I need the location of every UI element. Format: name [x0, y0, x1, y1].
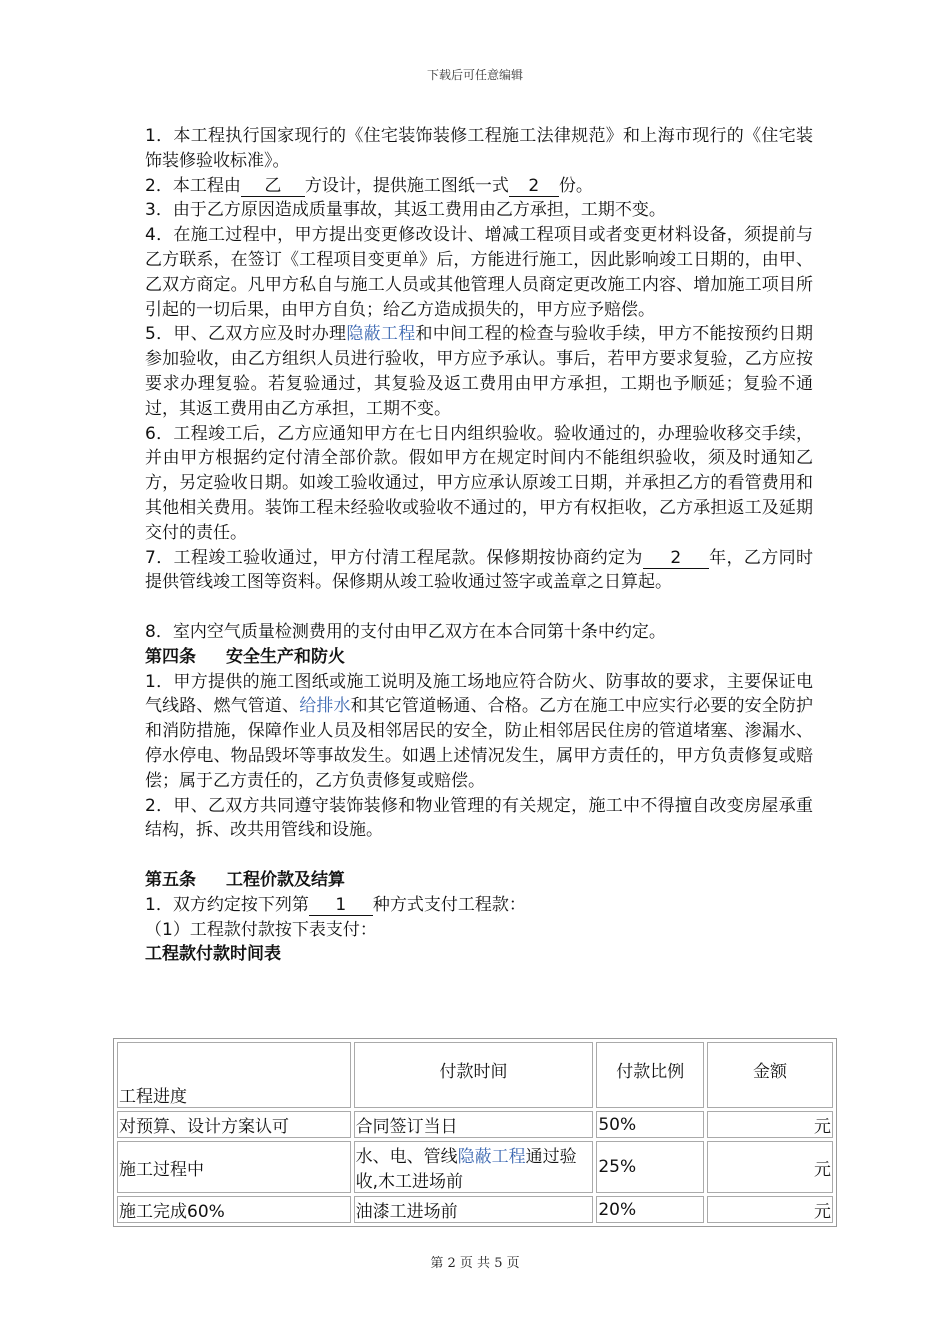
clause-4-2: 2．甲、乙双方共同遵守装饰装修和物业管理的有关规定，施工中不得擅自改变房屋承重结构，拆、改共用管线和设施。 [145, 795, 813, 841]
clause-text: 份。 [558, 175, 593, 196]
clause-5-1-1: （1）工程款付款按下表支付： [145, 919, 377, 940]
header-amount: 金额 [707, 1042, 833, 1108]
cell-stage: 对预算、设计方案认可 [117, 1111, 351, 1138]
hidden-works-link[interactable]: 隐蔽工程 [346, 324, 416, 345]
clause-3-8: 8．室内空气质量检测费用的支付由甲乙双方在本合同第十条中约定。 [145, 621, 666, 642]
article-4-heading [145, 645, 813, 670]
clause-4-1 [145, 670, 813, 794]
clause-3-6: 6．工程竣工后，乙方应通知甲方在七日内组织验收。验收通过的，办理验收移交手续，并由甲方根据约定付清全部价款。假如甲方在规定时间内不能组织验收，须及时通知乙方，另定验收日期。如竣工验收通过，甲方应承认原竣工日期，并承担乙方的看管费用和其他相关费用。装饰工程未经验收或验收不通过的，甲方有权拒收，乙方承担返工及延期交付的责任。 [145, 423, 813, 543]
design-party-blank: 乙 [241, 176, 305, 197]
article-title: 安全生产和防火 [226, 646, 345, 667]
cell-amount: 元 [707, 1111, 833, 1138]
cell-amount: 元 [707, 1196, 833, 1223]
clause-text: 年，乙方同时提供管线竣工图等资料。保修期从竣工验收通过签字或盖章之日算起。 [145, 547, 813, 593]
cell-text: 通过验收,木工进场前 [355, 1147, 577, 1192]
cell-time: 合同签订当日 [354, 1111, 594, 1138]
water-supply-link[interactable]: 给排水 [299, 696, 351, 717]
clause-text: 和其它管道畅通、合格。乙方在施工中应实行必要的安全防护和消防措施，保障作业人员及相邻居民的安全，防止相邻居民住房的管道堵塞、渗漏水、停水停电、物品毁坏等事故发生。如遇上述情况发生，属甲方责任的，甲方负责修复或赔偿；属于乙方责任的，乙方负责修复或赔偿。 [145, 696, 814, 791]
cell-time: 油漆工进场前 [354, 1196, 594, 1223]
table-row [117, 1141, 833, 1193]
cell-amount: 元 [707, 1141, 833, 1193]
page-header: 下载后可任意编辑 [426, 68, 523, 82]
clause-text: 1．双方约定按下列第 [145, 894, 309, 915]
clause-3-5 [145, 322, 813, 421]
clause-3-4: 4．在施工过程中，甲方提出变更修改设计、增减工程项目或者变更材料设备，须提前与乙方联系，在签订《工程项目变更单》后，方能进行施工，因此影响竣工日期的，由甲、乙双方商定。凡甲方私自与施工人员或其他管理人员商定更改施工内容、增加施工项目所引起的一切后果，由甲方自负；给乙方造成损失的，甲方应予赔偿。 [145, 225, 813, 320]
table-row [117, 1111, 833, 1138]
header-stage: 工程进度 [117, 1042, 351, 1108]
payment-table-wrapper [113, 1038, 837, 1227]
clause-3-7 [145, 546, 813, 596]
table-row [117, 1196, 833, 1223]
cell-ratio: 20% [596, 1196, 704, 1223]
cell-text: 水、电、管线 [355, 1147, 458, 1167]
clause-3-2 [145, 174, 813, 199]
clause-text: 7．工程竣工验收通过，甲方付清工程尾款。保修期按协商约定为 [145, 547, 643, 568]
page-footer: 第 2 页 共 5 页 [430, 1256, 520, 1271]
clause-text: 5．甲、乙双方应及时办理 [145, 324, 347, 345]
article-number: 第五条 [145, 869, 196, 890]
clause-text: 种方式支付工程款： [372, 894, 526, 915]
clause-5-1 [145, 893, 813, 918]
document-body [145, 124, 813, 967]
cell-ratio: 50% [596, 1111, 704, 1138]
clause-text: 1．甲方提供的施工图纸或施工说明及施工场地应符合防火、防事故的要求，主要保证电气线路、燃气管道、 [145, 671, 813, 717]
article-number: 第四条 [145, 646, 196, 667]
hidden-works-link[interactable]: 隐蔽工程 [457, 1147, 526, 1167]
clause-text: 2．本工程由 [145, 175, 241, 196]
header-time: 付款时间 [354, 1042, 594, 1108]
cell-stage: 施工过程中 [117, 1141, 351, 1193]
article-5-heading [145, 868, 813, 893]
table-header-row [117, 1042, 833, 1108]
clause-3-3: 3．由于乙方原因造成质量事故，其返工费用由乙方承担，工期不变。 [145, 200, 666, 221]
drawing-count-blank: 2 [509, 176, 559, 197]
payment-method-blank: 1 [309, 895, 373, 916]
clause-text: 和中间工程的检查与验收手续，甲方不能按预约日期参加验收，由乙方组织人员进行验收，甲方应予承认。事后，若甲方要求复验，乙方应按要求办理复验。若复验通过，其复验及返工费用由甲方承担，工期也予顺延；复验不通过，其返工费用由乙方承担，工期不变。 [145, 324, 813, 419]
cell-time [354, 1141, 594, 1193]
cell-ratio: 25% [596, 1141, 704, 1193]
header-ratio: 付款比例 [596, 1042, 704, 1108]
warranty-years-blank: 2 [643, 548, 709, 569]
clause-text: 方设计，提供施工图纸一式 [304, 175, 509, 196]
table-title: 工程款付款时间表 [145, 944, 281, 965]
clause-3-1: 1．本工程执行国家现行的《住宅装饰装修工程施工法律规范》和上海市现行的《住宅装饰装修验收标准》。 [145, 126, 813, 171]
article-title: 工程价款及结算 [226, 869, 345, 890]
payment-schedule-table [113, 1038, 837, 1227]
cell-stage: 施工完成60% [117, 1196, 351, 1223]
